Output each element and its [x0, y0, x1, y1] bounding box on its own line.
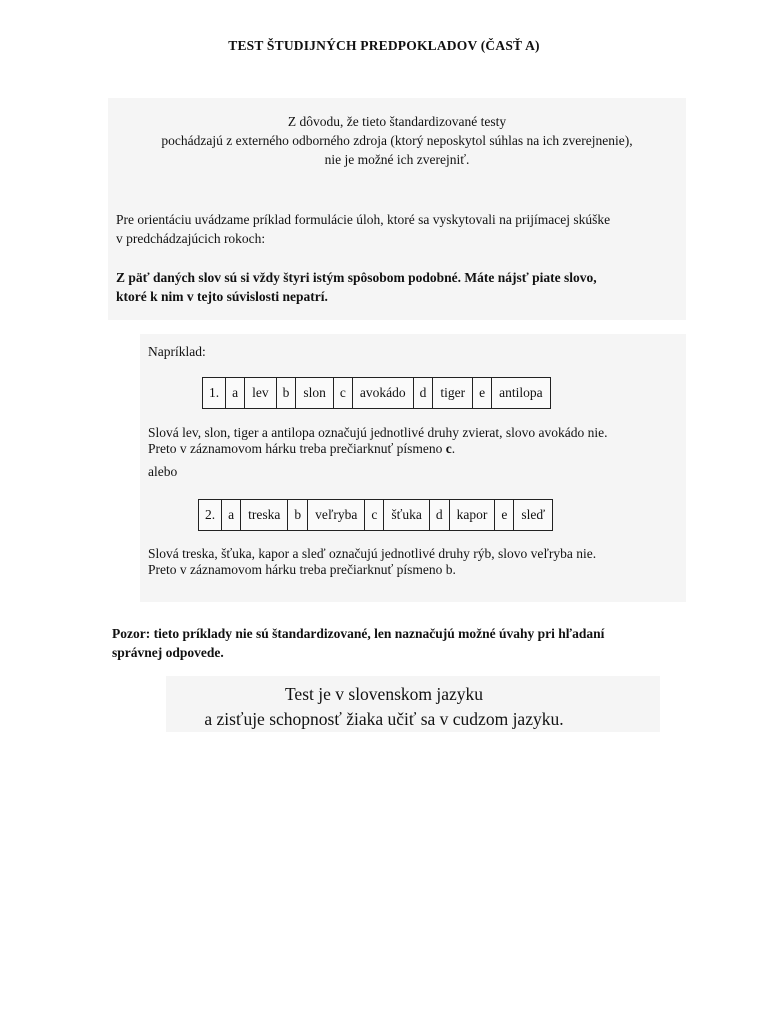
intro-line-2: v predchádzajúcich rokoch: [116, 231, 266, 246]
option-word: avokádo [352, 378, 413, 409]
option-letter: c [365, 500, 384, 531]
intro-paragraph [116, 210, 676, 248]
explanation-period: . [451, 441, 456, 456]
option-word: lev [245, 378, 277, 409]
footer-line-1: Test je v slovenskom jazyku [284, 684, 484, 704]
option-word: slon [296, 378, 334, 409]
example-row-1 [203, 378, 551, 409]
notice-line-1: Z dôvodu, že tieto štandardizované testy [287, 114, 507, 129]
example-label: Napríklad: [148, 344, 206, 359]
option-word: kapor [449, 500, 495, 531]
task-instruction [116, 268, 676, 306]
explanation-line-1: Slová lev, slon, tiger a antilopa označujú jednotlivé druhy zvierat, slovo avokádo nie. [148, 425, 608, 440]
explanation-line-1: Slová treska, šťuka, kapor a sleď označujú jednotlivé druhy rýb, slovo veľryba nie. [148, 546, 597, 561]
option-letter: d [413, 378, 433, 409]
notice-line-2: pochádzajú z externého odborného zdroja (ktorý neposkytol súhlas na ich zverejnenie), [161, 133, 633, 148]
warning-paragraph [112, 624, 672, 662]
option-letter: b [288, 500, 308, 531]
task-line-2: ktoré k nim v tejto súvislosti nepatrí. [116, 289, 328, 304]
option-letter: a [222, 500, 241, 531]
example-table-1 [202, 377, 551, 409]
example-2-explanation [148, 546, 596, 578]
notice-line-3: nie je možné ich zverejniť. [324, 152, 470, 167]
answer-letter: c [445, 441, 452, 456]
task-line-1: Z päť daných slov sú si vždy štyri istým spôsobom podobné. Máte nájsť piate slovo, [116, 270, 597, 285]
footer-note [0, 682, 768, 732]
warning-line-2: správnej odpovede. [112, 645, 224, 660]
example-number: 1. [203, 378, 226, 409]
option-letter: c [333, 378, 352, 409]
option-word: veľryba [308, 500, 365, 531]
explanation-line-2 [148, 441, 608, 457]
option-word: treska [241, 500, 288, 531]
warning-line-1: Pozor: tieto príklady nie sú štandardizované, len naznačujú možné úvahy pri hľadaní [112, 626, 605, 641]
example-row-2 [199, 500, 553, 531]
example-table-2 [198, 499, 553, 531]
example-1-explanation [148, 425, 608, 457]
notice-paragraph [108, 112, 686, 169]
option-letter: b [276, 378, 296, 409]
option-word: tiger [433, 378, 473, 409]
footer-line-2: a zisťuje schopnosť žiaka učiť sa v cudzom jazyku. [204, 709, 564, 729]
example-number: 2. [199, 500, 222, 531]
option-word: antilopa [492, 378, 551, 409]
option-word: sleď [514, 500, 553, 531]
explanation-line-2: Preto v záznamovom hárku treba prečiarknuť písmeno b. [148, 562, 456, 577]
option-letter: e [495, 500, 514, 531]
option-letter: e [473, 378, 492, 409]
or-label: alebo [148, 464, 178, 479]
explanation-text: Preto v záznamovom hárku treba prečiarknuť písmeno [148, 441, 446, 456]
option-word: šťuka [384, 500, 430, 531]
intro-line-1: Pre orientáciu uvádzame príklad formulácie úloh, ktoré sa vyskytovali na prijímacej skúške [116, 212, 611, 227]
page-title: TEST ŠTUDIJNÝCH PREDPOKLADOV (ČASŤ A) [228, 38, 540, 53]
option-letter: a [226, 378, 245, 409]
option-letter: d [429, 500, 449, 531]
